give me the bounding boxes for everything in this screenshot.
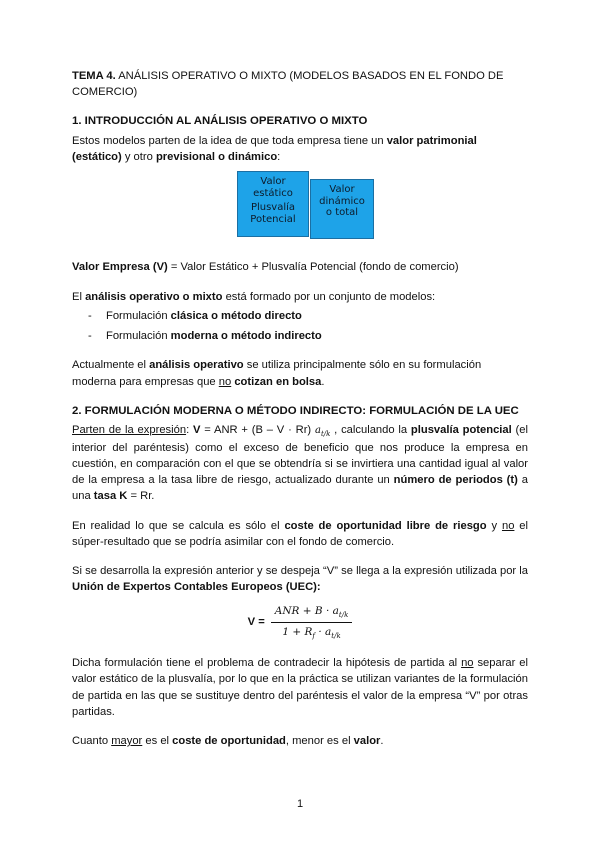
text-run-bold: valor: [353, 735, 381, 748]
text-run: es el: [142, 735, 173, 748]
text-run: En realidad lo que se calcula es sólo el: [72, 519, 285, 532]
math-subscript: t/k: [338, 610, 349, 619]
formula-denominator: [278, 623, 344, 641]
text-run-bold: Valor Empresa (V): [72, 261, 168, 274]
conclusion-paragraph: [72, 733, 528, 749]
text-run: y otro: [121, 151, 156, 164]
text-run: Dicha formulación tiene el problema de contradecir la hipótesis de partida al: [72, 657, 462, 670]
text-run: Estos modelos parten de la idea de que toda empresa tiene un: [72, 135, 387, 147]
text-run: = Valor Estático + Plusvalía Potencial (fondo de comercio): [167, 261, 459, 274]
text-run-underline: mayor: [111, 735, 143, 748]
list-item: [72, 328, 528, 344]
text-run-bold: cotizan en bolsa: [234, 375, 322, 388]
text-run: .: [380, 735, 384, 748]
text-run-bold: coste de oportunidad: [172, 735, 286, 748]
intro-paragraph: [72, 133, 528, 165]
models-list: [72, 308, 528, 344]
title-text: ANÁLISIS OPERATIVO O MIXTO (MODELOS BASADOS EN EL FONDO DE COMERCIO): [72, 70, 504, 99]
problem-paragraph: [72, 655, 528, 720]
text-run-underline: no: [218, 375, 232, 388]
text-run: El: [72, 290, 86, 303]
title-label: TEMA 4.: [72, 70, 116, 82]
text-run: está formado por un conjunto de modelos:: [222, 290, 436, 303]
text-run: , calculando la: [330, 424, 411, 437]
text-run: se utiliza principalmente sólo en su formulación moderna para empresas que: [72, 359, 482, 388]
math-text: ANR + B · a: [274, 604, 339, 617]
page-number: 1: [296, 798, 304, 810]
text-run: (el interior del paréntesis) como el exceso de beneficio que nos produce la empresa en cuestión, en comparación con el que se obtendría si se invirtiera una cantidad igual al valor de la empresa a la tasa libre de riesgo, actualizado durante un: [72, 424, 528, 487]
text-run-bold: análisis operativo o mixto: [85, 290, 223, 303]
math-subscript: t/k: [331, 631, 341, 640]
text-run: separar el valor estático de la plusvalía, por lo que en la práctica se utilizan variantes de la formulación de partida en las que se sustituye dentro del paréntesis el valor de la empresa “V” por otras partidas.: [72, 657, 529, 718]
formula-numerator: [271, 604, 353, 623]
document-page: [72, 68, 528, 749]
text-run: :: [277, 151, 281, 164]
text-run: Cuanto: [72, 735, 112, 748]
value-diagram: [72, 171, 528, 239]
box-text: Valor: [260, 176, 286, 188]
text-run-bold: moderna o método indirecto: [170, 330, 322, 343]
section-1-heading: 1. INTRODUCCIÓN AL ANÁLISIS OPERATIVO O MIXTO: [72, 115, 368, 128]
text-run-bold: Unión de Expertos Contables Europeos (UEC):: [72, 581, 321, 594]
text-run-bold: plusvalía potencial: [410, 424, 512, 437]
box-text: Valor: [329, 184, 355, 196]
text-run: el súper-resultado que se podría asimilar con el fondo de comercio.: [72, 519, 529, 548]
text-run: Si se desarrolla la expresión anterior y se despeja “V” se llega a la expresión utilizada por la: [72, 565, 528, 578]
text-run: .: [321, 375, 325, 388]
dynamic-value-box: [310, 179, 374, 239]
text-run-bold: valor patrimonial (estático): [72, 135, 477, 164]
document-title: [72, 68, 528, 100]
math-subscript: t/k: [320, 430, 331, 439]
math-text: · a: [315, 625, 332, 638]
text-run: Formulación: [106, 309, 171, 322]
math-symbol: a: [314, 425, 321, 437]
current-use-paragraph: [72, 357, 528, 389]
formula-label: V =: [247, 616, 265, 629]
text-run-underline: no: [501, 519, 515, 532]
text-run: , menor es el: [285, 735, 354, 748]
box-text: Plusvalía: [250, 202, 296, 214]
text-run: = ANR + (B – V · Rr): [200, 424, 315, 437]
text-run-bold: coste de oportunidad libre de riesgo: [284, 519, 487, 532]
formula-fraction: [271, 604, 353, 641]
math-text: 1 + R: [282, 625, 313, 638]
box-text: estático: [253, 187, 293, 199]
text-run-underline: Parten de la expresión: [72, 424, 187, 437]
text-run-bold: número de periodos (t): [393, 474, 518, 487]
text-run: Formulación: [106, 330, 171, 343]
uec-intro-paragraph: [72, 563, 528, 595]
math-subscript: f: [312, 631, 316, 640]
text-run: Actualmente el: [72, 359, 150, 372]
text-run-bold: clásica o método directo: [170, 309, 302, 322]
text-run: y: [486, 519, 502, 532]
text-run-bold: previsional o dinámico: [155, 151, 278, 164]
box-text: dinámico: [319, 195, 365, 207]
text-run-underline: no: [461, 657, 474, 670]
text-run-bold: análisis operativo: [149, 359, 244, 372]
value-formula-line: [72, 259, 528, 275]
static-value-box: [237, 171, 309, 237]
text-run: a una: [72, 474, 528, 503]
box-text: Potencial: [250, 213, 296, 225]
analysis-paragraph: [72, 289, 528, 305]
text-run: :: [186, 424, 193, 437]
list-item: [72, 308, 528, 324]
text-run: = Rr.: [127, 490, 155, 503]
text-run-bold: V: [192, 424, 201, 437]
section-2-heading: 2. FORMULACIÓN MODERNA O MÉTODO INDIRECTO: FORMULACIÓN DE LA UEC: [72, 404, 519, 417]
uec-formula: [72, 604, 528, 641]
box-text: o total: [325, 207, 359, 219]
expression-paragraph: [72, 422, 528, 504]
opportunity-cost-paragraph: [72, 518, 528, 550]
text-run-bold: tasa K: [93, 490, 128, 503]
